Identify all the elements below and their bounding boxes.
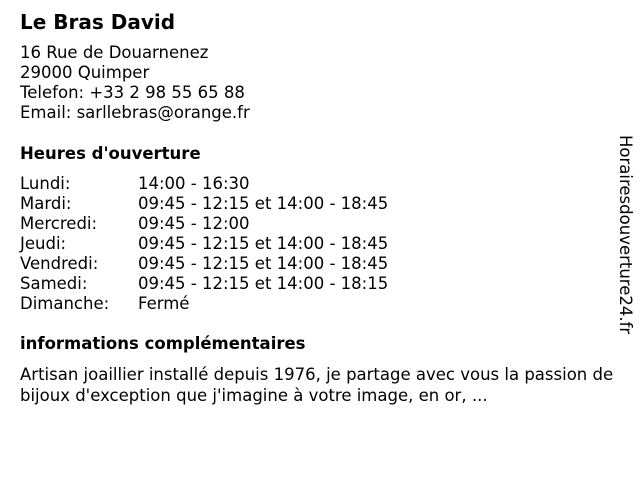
- address-street: 16 Rue de Douarnenez: [20, 43, 209, 62]
- phone-number[interactable]: Telefon: +33 2 98 55 65 88: [20, 83, 245, 102]
- hours-time: 14:00 - 16:30: [138, 174, 250, 193]
- hours-day: Mardi:: [20, 194, 72, 213]
- business-name: Le Bras David: [20, 10, 176, 34]
- hours-time: 09:45 - 12:15 et 14:00 - 18:15: [138, 274, 389, 293]
- address-city: 29000 Quimper: [20, 63, 150, 82]
- info-description: Artisan joaillier installé depuis 1976, je partage avec vous la passion de bijoux d'exception que j'imagine à votre image, en or, ...: [20, 365, 614, 405]
- info-heading: informations complémentaires: [20, 334, 306, 353]
- hours-time: Fermé: [138, 294, 190, 313]
- hours-day: Samedi:: [20, 274, 88, 293]
- hours-day: Mercredi:: [20, 214, 98, 233]
- hours-time: 09:45 - 12:15 et 14:00 - 18:45: [138, 194, 389, 213]
- hours-time: 09:45 - 12:00: [138, 214, 250, 233]
- hours-day: Jeudi:: [20, 234, 67, 253]
- hours-day: Vendredi:: [20, 254, 99, 273]
- hours-day: Lundi:: [20, 174, 71, 193]
- email-address[interactable]: Email: sarllebras@orange.fr: [20, 103, 250, 122]
- watermark: [610, 135, 640, 345]
- watermark-text: Horairesdouverture24.fr: [616, 135, 635, 335]
- contact-block: [20, 43, 250, 123]
- hours-day: Dimanche:: [20, 294, 110, 313]
- hours-time: 09:45 - 12:15 et 14:00 - 18:45: [138, 234, 389, 253]
- hours-time: 09:45 - 12:15 et 14:00 - 18:45: [138, 254, 389, 273]
- hours-heading: Heures d'ouverture: [20, 144, 201, 163]
